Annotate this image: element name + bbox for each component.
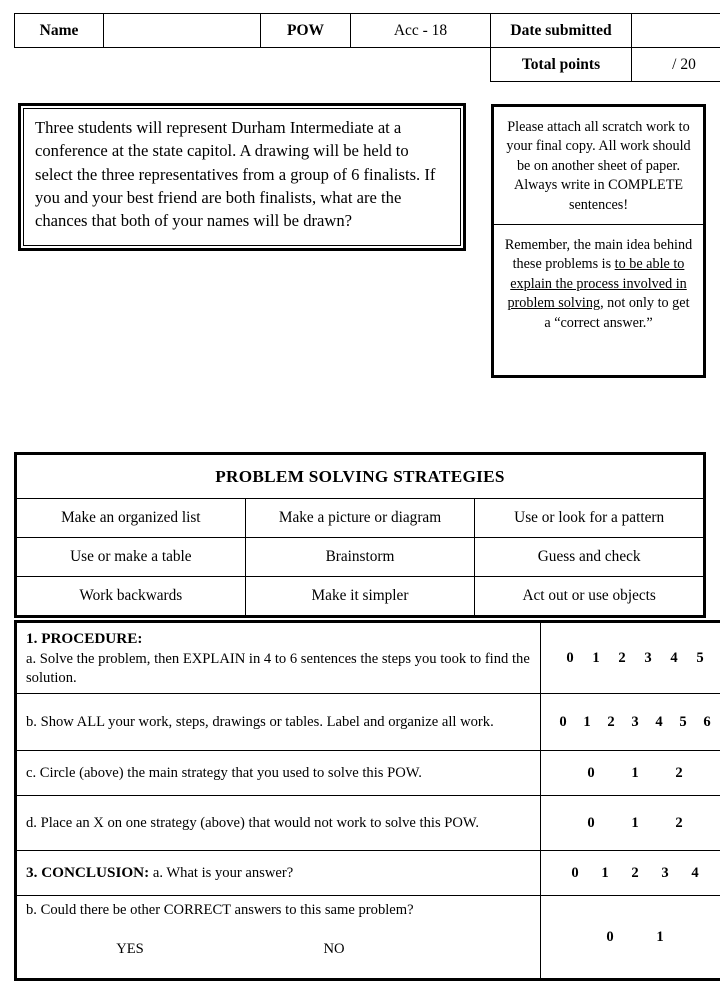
rubric-scores-a[interactable] <box>541 622 720 694</box>
strategies-row <box>16 499 705 538</box>
instructions-box <box>491 104 706 378</box>
score-options-a[interactable] <box>542 649 720 668</box>
header-spacer-3 <box>261 48 351 82</box>
conclusion-heading: 3. CONCLUSION: <box>26 864 149 881</box>
header-spacer-1 <box>15 48 104 82</box>
strategies-table-wrapper <box>14 452 706 618</box>
problem-statement-text: Three students will represent Durham Intermediate at a conference at the state capitol. A drawing will be held to select the three representatives from a group of 6 finalists. If you and your best friend are both finalists, what are the chances that both of your names will be drawn? <box>35 116 449 232</box>
rubric-desc-procedure-a <box>16 622 541 694</box>
name-label: Name <box>15 14 104 48</box>
pow-value: Acc - 18 <box>351 14 491 48</box>
remember-note-post: , not only to get a “correct answer.” <box>544 295 689 330</box>
score-option[interactable]: 2 <box>620 864 650 883</box>
score-option[interactable]: 0 <box>585 928 635 947</box>
score-option[interactable]: 5 <box>671 713 695 732</box>
score-option[interactable]: 0 <box>560 864 590 883</box>
score-option[interactable]: 4 <box>680 864 710 883</box>
score-option[interactable]: 1 <box>635 928 685 947</box>
strategy-cell[interactable]: Work backwards <box>16 577 246 617</box>
pow-label: POW <box>261 14 351 48</box>
rubric-scores-d[interactable] <box>541 796 720 851</box>
conclusion-a-text: a. What is your answer? <box>153 865 293 881</box>
score-option[interactable]: 5 <box>687 649 713 668</box>
rubric-row-procedure-d <box>16 796 720 851</box>
strategy-cell[interactable]: Use or look for a pattern <box>475 499 705 538</box>
score-option[interactable]: 6 <box>695 713 719 732</box>
score-option[interactable]: 4 <box>661 649 687 668</box>
score-options-conclusion-a[interactable] <box>542 864 720 883</box>
score-option[interactable]: 4 <box>647 713 671 732</box>
header-table-wrapper <box>14 13 706 82</box>
score-options-c[interactable] <box>542 764 720 783</box>
header-spacer-4 <box>351 48 491 82</box>
score-option[interactable]: 1 <box>590 864 620 883</box>
rubric-desc-procedure-c: c. Circle (above) the main strategy that you used to solve this POW. <box>16 751 541 796</box>
score-options-b[interactable] <box>542 713 720 732</box>
score-option[interactable]: 2 <box>599 713 623 732</box>
procedure-heading: 1. PROCEDURE: <box>26 629 532 648</box>
header-row-main <box>15 14 720 48</box>
score-option[interactable]: 0 <box>569 764 613 783</box>
conclusion-b-text: b. Could there be other CORRECT answers to this same problem? <box>26 901 532 920</box>
date-submitted-field[interactable] <box>632 14 720 48</box>
rubric-table-wrapper <box>14 620 706 981</box>
strategy-cell[interactable]: Make it simpler <box>245 577 475 617</box>
strategy-cell[interactable]: Use or make a table <box>16 538 246 577</box>
score-options-conclusion-b[interactable] <box>542 928 720 947</box>
remember-note-underlined: to be able to explain the process involved in problem solving <box>507 256 686 311</box>
strategies-title-row <box>16 454 705 499</box>
rubric-scores-b[interactable] <box>541 694 720 751</box>
problem-statement-box <box>18 103 466 251</box>
rubric-scores-c[interactable] <box>541 751 720 796</box>
score-option[interactable]: 3 <box>650 864 680 883</box>
score-option[interactable]: 2 <box>609 649 635 668</box>
score-option[interactable]: 0 <box>551 713 575 732</box>
header-table <box>14 13 720 82</box>
rubric-row-procedure-b <box>16 694 720 751</box>
strategies-row <box>16 577 705 617</box>
rubric-row-conclusion-a <box>16 851 720 896</box>
header-row-total <box>15 48 720 82</box>
score-option[interactable]: 3 <box>623 713 647 732</box>
rubric-desc-conclusion-b <box>16 896 541 980</box>
rubric-item-a-text: a. Solve the problem, then EXPLAIN in 4 to 6 sentences the steps you took to find the solution. <box>26 651 530 686</box>
header-spacer-2 <box>104 48 261 82</box>
rubric-desc-conclusion-a <box>16 851 541 896</box>
remember-note-pre: Remember, the main idea behind these problems is <box>505 237 692 272</box>
score-option[interactable]: 0 <box>569 814 613 833</box>
strategies-table <box>14 452 706 618</box>
strategy-cell[interactable]: Make a picture or diagram <box>245 499 475 538</box>
strategy-cell[interactable]: Make an organized list <box>16 499 246 538</box>
strategy-cell[interactable]: Guess and check <box>475 538 705 577</box>
rubric-row-conclusion-b <box>16 896 720 980</box>
strategy-cell[interactable]: Act out or use objects <box>475 577 705 617</box>
score-option[interactable]: 1 <box>583 649 609 668</box>
name-value-field[interactable] <box>104 14 261 48</box>
no-option[interactable]: NO <box>234 940 434 959</box>
remember-note <box>494 225 703 374</box>
strategies-row <box>16 538 705 577</box>
score-option[interactable]: 0 <box>557 649 583 668</box>
strategies-title: PROBLEM SOLVING STRATEGIES <box>16 454 705 499</box>
date-submitted-label: Date submitted <box>491 14 632 48</box>
score-options-d[interactable] <box>542 814 720 833</box>
yes-no-choice-group <box>26 940 532 959</box>
rubric-table <box>14 620 720 981</box>
score-option[interactable]: 1 <box>613 764 657 783</box>
rubric-scores-conclusion-a[interactable] <box>541 851 720 896</box>
score-option[interactable]: 3 <box>635 649 661 668</box>
problem-statement-inner <box>23 108 461 246</box>
scratch-work-note: Please attach all scratch work to your final copy. All work should be on another sheet of paper. Always write in COMPLETE sentences! <box>494 107 703 225</box>
total-points-value[interactable]: / 20 <box>632 48 720 82</box>
yes-option[interactable]: YES <box>26 940 234 959</box>
score-option[interactable]: 1 <box>575 713 599 732</box>
total-points-label: Total points <box>491 48 632 82</box>
rubric-desc-procedure-d: d. Place an X on one strategy (above) that would not work to solve this POW. <box>16 796 541 851</box>
score-option[interactable]: 2 <box>657 764 701 783</box>
score-option[interactable]: 1 <box>613 814 657 833</box>
rubric-row-procedure-c <box>16 751 720 796</box>
rubric-scores-conclusion-b[interactable] <box>541 896 720 980</box>
score-option[interactable]: 2 <box>657 814 701 833</box>
rubric-desc-procedure-b: b. Show ALL your work, steps, drawings or tables. Label and organize all work. <box>16 694 541 751</box>
strategy-cell[interactable]: Brainstorm <box>245 538 475 577</box>
rubric-row-procedure-a <box>16 622 720 694</box>
